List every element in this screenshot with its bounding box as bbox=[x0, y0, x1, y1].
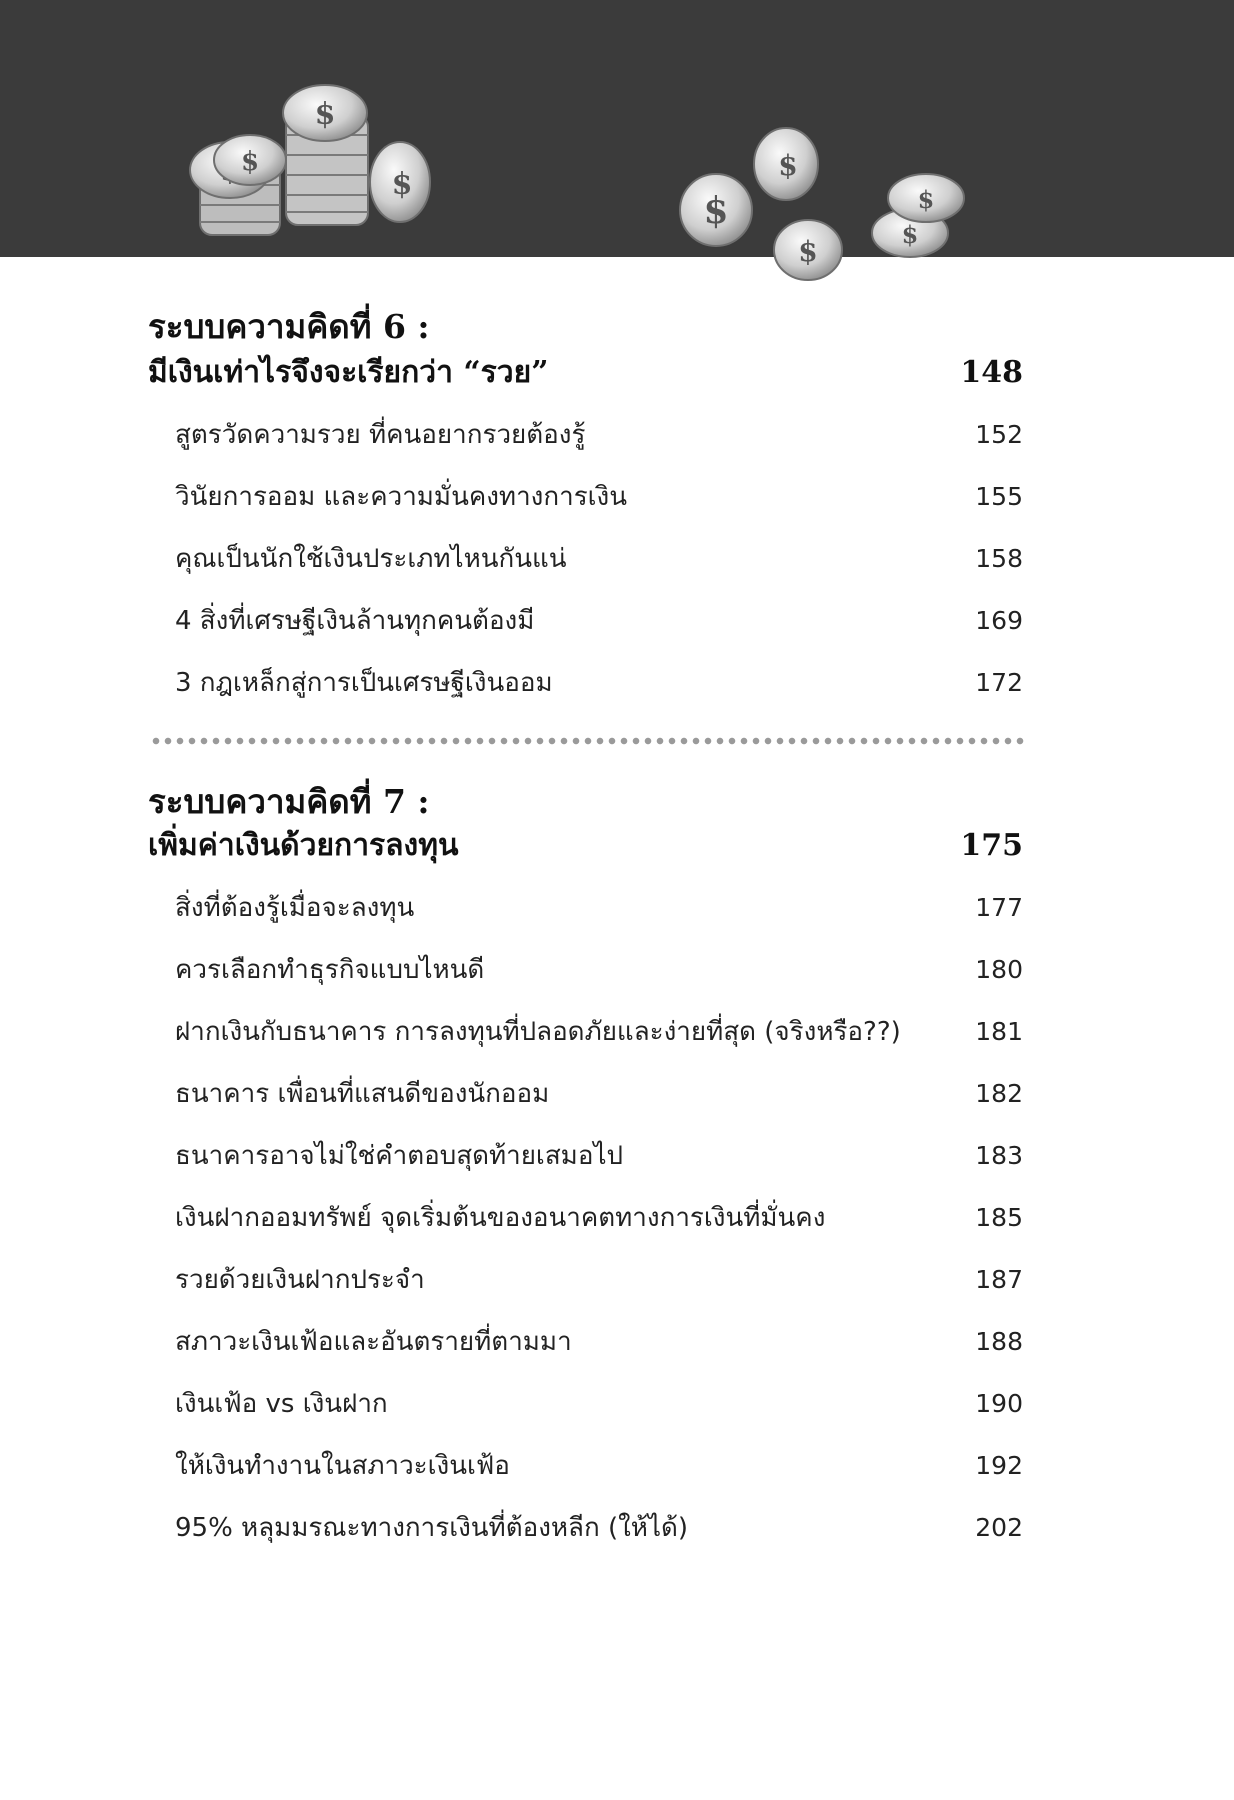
coin-icon bbox=[888, 174, 964, 222]
coin-icon bbox=[680, 174, 752, 246]
entry-page-number: 155 bbox=[975, 481, 1023, 511]
svg-text:$: $ bbox=[798, 235, 818, 268]
svg-text:$: $ bbox=[901, 220, 919, 249]
entry-title: คุณเป็นนักใช้เงินประเภทไหนกันแน่ bbox=[175, 543, 567, 574]
entry-page-number: 192 bbox=[975, 1450, 1023, 1480]
svg-text:$: $ bbox=[703, 190, 729, 232]
entry-page-number: 152 bbox=[975, 419, 1023, 449]
entry-title: เงินเฟ้อ vs เงินฝาก bbox=[175, 1388, 388, 1419]
coin-icon bbox=[774, 220, 842, 280]
svg-text:$: $ bbox=[240, 147, 260, 177]
entry-title: 4 สิ่งที่เศรษฐีเงินล้านทุกคนต้องมี bbox=[175, 605, 535, 636]
toc-entry[interactable] bbox=[175, 1248, 1023, 1310]
entry-title: 3 กฎเหล็กสู่การเป็นเศรษฐีเงินออม bbox=[175, 667, 553, 698]
entry-page-number: 187 bbox=[975, 1264, 1023, 1294]
entry-page-number: 185 bbox=[975, 1202, 1023, 1232]
entry-title: 95% หลุมมรณะทางการเงินที่ต้องหลีก (ให้ได้) bbox=[175, 1512, 689, 1543]
toc-entry[interactable] bbox=[175, 1062, 1023, 1124]
toc-entry[interactable] bbox=[175, 465, 1023, 527]
svg-text:$: $ bbox=[391, 167, 413, 202]
coin-icon bbox=[370, 142, 430, 222]
entry-page-number: 190 bbox=[975, 1388, 1023, 1418]
chapter-page-number: 175 bbox=[960, 827, 1023, 863]
svg-text:$: $ bbox=[778, 149, 798, 182]
entry-title: เงินฝากออมทรัพย์ จุดเริ่มต้นของอนาคตทางการเงินที่มั่นคง bbox=[175, 1202, 826, 1233]
toc-entry[interactable] bbox=[175, 589, 1023, 651]
chapter-title: เพิ่มค่าเงินด้วยการลงทุน bbox=[148, 827, 459, 863]
entry-page-number: 183 bbox=[975, 1140, 1023, 1170]
toc-entry-list bbox=[175, 876, 1023, 1558]
entry-page-number: 202 bbox=[975, 1512, 1023, 1542]
entry-page-number: 181 bbox=[975, 1016, 1023, 1046]
coin-icon bbox=[283, 85, 367, 141]
entry-title: ธนาคาร เพื่อนที่แสนดีของนักออม bbox=[175, 1078, 550, 1109]
entry-page-number: 177 bbox=[975, 892, 1023, 922]
toc-entry[interactable] bbox=[175, 527, 1023, 589]
entry-page-number: 182 bbox=[975, 1078, 1023, 1108]
toc-entry[interactable] bbox=[175, 1496, 1023, 1558]
toc-entry[interactable] bbox=[175, 1124, 1023, 1186]
entry-title: ให้เงินทำงานในสภาวะเงินเฟ้อ bbox=[175, 1450, 510, 1481]
entry-page-number: 180 bbox=[975, 954, 1023, 984]
entry-title: สูตรวัดความรวย ที่คนอยากรวยต้องรู้ bbox=[175, 419, 586, 450]
chapter-page-number: 148 bbox=[960, 354, 1023, 390]
toc-entry-list bbox=[175, 403, 1023, 713]
toc-entry[interactable] bbox=[175, 1434, 1023, 1496]
entry-title: สิ่งที่ต้องรู้เมื่อจะลงทุน bbox=[175, 892, 415, 923]
entry-title: ฝากเงินกับธนาคาร การลงทุนที่ปลอดภัยและง่ายที่สุด (จริงหรือ??) bbox=[175, 1016, 901, 1047]
entry-title: สภาวะเงินเฟ้อและอันตรายที่ตามมา bbox=[175, 1326, 572, 1357]
toc-entry[interactable] bbox=[175, 1000, 1023, 1062]
toc-entry[interactable] bbox=[175, 1186, 1023, 1248]
toc-entry[interactable] bbox=[175, 876, 1023, 938]
chapter-title: มีเงินเท่าไรจึงจะเรียกว่า “รวย” bbox=[148, 354, 549, 390]
toc-entry[interactable] bbox=[175, 1310, 1023, 1372]
toc-entry[interactable] bbox=[175, 651, 1023, 713]
entry-page-number: 172 bbox=[975, 667, 1023, 697]
toc-entry[interactable] bbox=[175, 1372, 1023, 1434]
entry-page-number: 158 bbox=[975, 543, 1023, 573]
toc-entry[interactable] bbox=[175, 403, 1023, 465]
chapter-label: ระบบความคิดที่ 6 : bbox=[148, 307, 430, 346]
entry-title: วินัยการออม และความมั่นคงทางการเงิน bbox=[175, 481, 628, 512]
chapter-title-row[interactable] bbox=[148, 823, 1023, 867]
svg-text:$: $ bbox=[917, 185, 935, 214]
entry-page-number: 169 bbox=[975, 605, 1023, 635]
toc-entry[interactable] bbox=[175, 938, 1023, 1000]
entry-title: รวยด้วยเงินฝากประจำ bbox=[175, 1264, 425, 1295]
entry-title: ธนาคารอาจไม่ใช่คำตอบสุดท้ายเสมอไป bbox=[175, 1140, 624, 1171]
dotted-divider bbox=[150, 735, 1026, 747]
entry-title: ควรเลือกทำธุรกิจแบบไหนดี bbox=[175, 954, 485, 985]
chapter-label: ระบบความคิดที่ 7 : bbox=[148, 782, 430, 821]
svg-text:$: $ bbox=[314, 97, 336, 132]
coin-icon bbox=[214, 135, 286, 185]
entry-page-number: 188 bbox=[975, 1326, 1023, 1356]
coin-icon bbox=[754, 128, 818, 200]
chapter-title-row[interactable] bbox=[148, 350, 1023, 394]
coins-illustration bbox=[0, 0, 1234, 300]
